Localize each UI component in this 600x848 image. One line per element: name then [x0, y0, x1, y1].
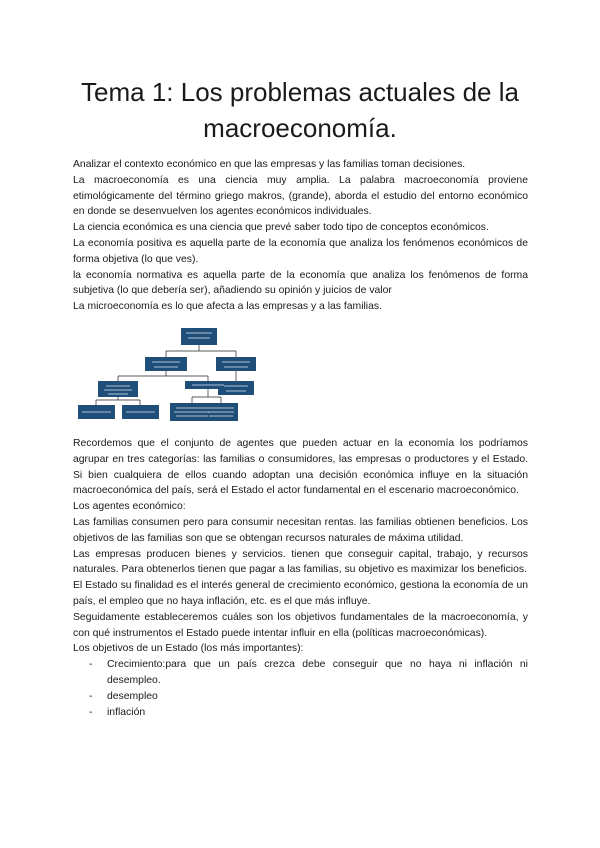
diagram-node: [218, 381, 254, 395]
paragraph: El Estado su finalidad es el interés general de crecimiento económico, gestiona la economía de un país, el empleo que no haya inflación, etc. es el que más influye.: [73, 580, 528, 607]
economics-tree-diagram: [78, 323, 278, 423]
paragraph: Los objetivos de un Estado (los más importantes):: [73, 643, 304, 655]
diagram-connector: [96, 397, 140, 405]
list-item-text: desempleo: [107, 690, 158, 702]
list-item-text: inflación: [107, 706, 146, 718]
paragraph: La economía positiva es aquella parte de la economía que analiza los fenómenos económicos de forma objetiva (lo que ves).: [73, 237, 528, 265]
page-title: Tema 1: Los problemas actuales de la macroeconomía.: [81, 77, 519, 143]
paragraph: Analizar el contexto económico en que las empresas y las familias toman decisiones.: [73, 159, 466, 170]
diagram-node: [98, 381, 138, 397]
dash-bullet: -: [89, 659, 93, 671]
diagram-node: [216, 357, 256, 371]
dash-bullet: -: [89, 690, 93, 702]
paragraph: Las empresas producen bienes y servicios. tienen que conseguir capital, trabajo, y recursos naturales. Para obtenerlos tienen que pagar a las familias, su objetivo es maximizar los beneficios.: [73, 548, 528, 576]
diagram-connector: [192, 389, 221, 403]
diagram-node: [145, 357, 187, 371]
list-item: [73, 705, 528, 721]
paragraph: Recordemos que el conjunto de agentes que pueden actuar en la economía los podríamos agrupar en tres categorías: las familias o consumidores, las empresas o productores y el Estado. Si bien cualquiera de ellos cuando adoptan una decisión económica influye en la situación macroeconómica del país, será el Estado el actor fundamental en el escenario macroeconómico.: [73, 438, 528, 497]
diagram-connector: [118, 371, 208, 381]
diagram-node-root: [181, 328, 217, 345]
paragraph: La ciencia económica es una ciencia que prevé saber todo tipo de conceptos económicos.: [73, 222, 489, 234]
paragraph: La macroeconomía es una ciencia muy amplia. La palabra macroeconomía proviene etimológicamente del término griego makros, (grande), aborda el estudio del entorno económico en donde se desenvuelven los agentes económicos individuales.: [73, 174, 528, 218]
list-item-text: Crecimiento:para que un país crezca debe conseguir que no haya ni inflación ni desempleo.: [107, 659, 528, 686]
paragraph: La microeconomía es lo que afecta a las empresas y a las familias.: [73, 301, 382, 313]
paragraph: Los agentes económico:: [73, 501, 186, 513]
paragraph: la economía normativa es aquella parte de la economía que analiza los fenómenos de forma subjetiva (lo que debería ser), añadiendo su opinión y juicios de valor: [73, 269, 528, 297]
agents-section: [73, 436, 528, 720]
intro-section: [73, 157, 528, 315]
list-item: [73, 689, 528, 705]
dash-bullet: -: [89, 706, 93, 718]
objectives-list: [73, 657, 528, 720]
diagram-connector: [166, 345, 236, 357]
paragraph: Las familias consumen pero para consumir necesitan rentas. las familias obtienen beneficios. Los objetivos de las familias son que se obtengan recursos naturales de máxima utilidad.: [73, 516, 528, 544]
list-item: [73, 657, 528, 689]
paragraph: Seguidamente estableceremos cuáles son los objetivos fundamentales de la macroeconomía, y con qué instrumentos el Estado puede intentar influir en ella (políticas macroeconómicas).: [73, 611, 528, 639]
